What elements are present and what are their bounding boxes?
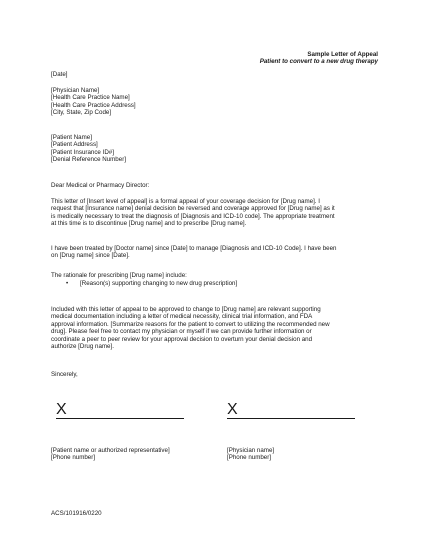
paragraph-line: medical documentation including a letter of medical necessity, clinical trial information, and FDA <box>51 313 313 321</box>
signer-phone: [Phone number] <box>227 454 272 462</box>
provider-address-block <box>51 87 381 117</box>
bullet-text: [Reason(s) supporting changing to new drug prescription] <box>80 280 238 287</box>
signature-x-mark-left: X <box>56 401 67 418</box>
provider-line: [Health Care Practice Name] <box>51 94 130 102</box>
closing-text: Sincerely, <box>51 371 78 378</box>
letter-header <box>260 51 378 66</box>
paragraph-line: coordinate a peer to peer review for your approval decision to overturn your denial decision and <box>51 335 313 343</box>
signature-line-right <box>227 418 355 419</box>
letter-subtitle: Patient to convert to a new drug therapy <box>259 58 378 66</box>
signature-block-right <box>227 447 377 462</box>
rationale-intro <box>51 272 387 279</box>
paragraph-line: request that [Insurance name] denial decision be reversed and coverage approved for [Drug name] as it <box>51 205 335 213</box>
bullet-icon: • <box>66 280 69 287</box>
signer-name: [Patient name or authorized representative] <box>51 447 170 454</box>
patient-info-block <box>51 134 381 164</box>
appeal-paragraph <box>51 198 387 228</box>
salutation-text: Dear Medical or Pharmacy Director: <box>51 182 150 189</box>
signature-x-mark-right: X <box>227 401 238 418</box>
patient-line: [Denial Reference Number] <box>51 156 126 164</box>
signature-line-left <box>56 418 184 419</box>
patient-line: [Patient Address] <box>51 141 98 149</box>
paragraph-line: on [Drug name] since [Date]. <box>51 252 130 260</box>
signer-phone: [Phone number] <box>51 454 96 462</box>
paragraph-line: I have been treated by [Doctor name] since [Date] to manage [Diagnosis and ICD-10 Code]. I have been <box>51 245 337 252</box>
paragraph-line: at this time is to discontinue [Drug name] and to prescribe [Drug name]. <box>51 220 247 228</box>
paragraph-line: drug]. Please feel free to contact my physician or myself if we can provide further information or <box>51 328 312 336</box>
signer-name: [Physician name] <box>227 447 275 454</box>
patient-line: [Patient Insurance ID#] <box>51 148 114 156</box>
supporting-docs-paragraph <box>51 306 387 350</box>
date-field: [Date] <box>51 71 68 78</box>
document-code: ACS/101916/0220 <box>51 510 102 517</box>
signature-block-left <box>51 447 231 462</box>
date-line <box>51 71 381 78</box>
rationale-bullet-item <box>66 280 237 287</box>
provider-line: [Physician Name] <box>51 87 100 94</box>
paragraph-line: Included with this letter of appeal to be approved to change to [Drug name] are relevant supporting <box>51 306 321 313</box>
closing <box>51 371 381 378</box>
letter-title: Sample Letter of Appeal <box>307 51 378 58</box>
provider-line: [Health Care Practice Address] <box>51 101 136 109</box>
salutation <box>51 182 381 189</box>
paragraph-line: is medically necessary to treat the diagnosis of [Diagnosis and ICD-10 code]. The appropriate treatment <box>51 212 335 220</box>
patient-line: [Patient Name] <box>51 134 92 141</box>
treatment-history-paragraph <box>51 245 387 260</box>
paragraph-line: approval information. [Summarize reasons for the patient to convert to utilizing the recommended new <box>51 320 330 328</box>
paragraph-line: authorize [Drug name]. <box>51 343 114 351</box>
provider-line: [City, State, Zip Code] <box>51 109 112 117</box>
rationale-intro-text: The rationale for prescribing [Drug name] include: <box>51 272 187 279</box>
paragraph-line: This letter of [Insert level of appeal] is a formal appeal of your coverage decision for [Drug name]. I <box>51 198 320 205</box>
